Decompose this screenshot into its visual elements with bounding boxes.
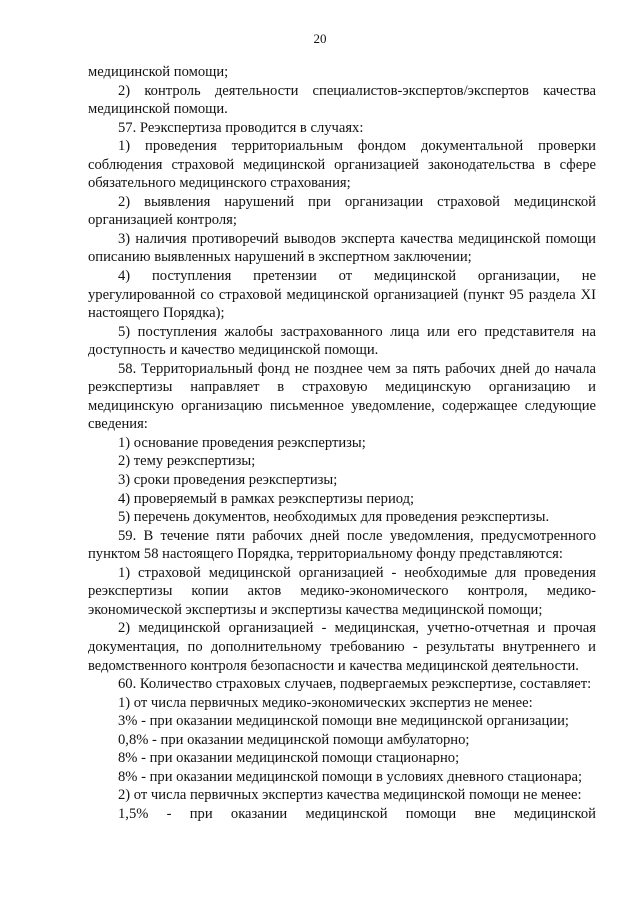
paragraph: 2) тему реэкспертизы; [118,453,256,470]
paragraph: 3) сроки проведения реэкспертизы; [118,472,338,489]
paragraph: 1) от числа первичных медико-экономических экспертиз не менее: [118,694,533,711]
paragraph: 1,5% - при оказании медицинской помощи вне медицинской [118,805,596,822]
paragraph: 4) поступления претензии от медицинской организации, не урегулированной со страховой медицинской организацией (пункт 95 раздела XI настоящего Порядка); [88,268,596,322]
paragraph: 5) перечень документов, необходимых для проведения реэкспертизы. [118,509,550,526]
paragraph: 57. Реэкспертиза проводится в случаях: [118,119,364,136]
paragraph: 8% - при оказании медицинской помощи стационарно; [118,750,460,767]
paragraph: 1) основание проведения реэкспертизы; [118,434,366,451]
paragraph: 5) поступления жалобы застрахованного лица или его представителя на доступность и качество медицинской помощи. [88,323,596,359]
paragraph: медицинской помощи; [88,64,229,80]
document-body [88,63,596,823]
paragraph: 0,8% - при оказании медицинской помощи амбулаторно; [118,731,470,748]
paragraph: 3) наличия противоречий выводов эксперта качества медицинской помощи описанию выявленных нарушений в экспертном заключении; [88,230,596,266]
paragraph: 1) страховой медицинской организацией - необходимые для проведения реэкспертизы копии актов медико-экономического контроля, медико-экономической экспертизы и экспертизы качества медицинской помощи; [88,564,596,618]
paragraph: 58. Территориальный фонд не позднее чем за пять рабочих дней до начала реэкспертизы направляет в страховую медицинскую организацию и медицинскую организацию письменное уведомление, содержащее следующие сведения: [88,360,596,433]
paragraph: 60. Количество страховых случаев, подвергаемых реэкспертизе, составляет: [118,676,592,693]
page-number: 20 [313,31,327,46]
paragraph: 4) проверяемый в рамках реэкспертизы период; [118,490,415,507]
paragraph: 2) выявления нарушений при организации страховой медицинской организацией контроля; [88,193,596,229]
paragraph: 59. В течение пяти рабочих дней после уведомления, предусмотренного пунктом 58 настоящего Порядка, территориальному фонду представляются: [88,527,596,563]
paragraph: 8% - при оказании медицинской помощи в условиях дневного стационара; [118,768,583,785]
paragraph: 2) контроль деятельности специалистов-экспертов/экспертов качества медицинской помощи. [88,82,596,118]
paragraph: 1) проведения территориальным фондом документальной проверки соблюдения страховой медицинской организацией законодательства в сфере обязательного медицинского страхования; [88,138,596,192]
paragraph: 2) от числа первичных экспертиз качества медицинской помощи не менее: [118,787,582,804]
paragraph: 2) медицинской организацией - медицинская, учетно-отчетная и прочая документация, по дополнительному требованию - результаты внутреннего и ведомственного контроля безопасности и качества медицинской деятельности. [88,620,596,674]
paragraph: 3% - при оказании медицинской помощи вне медицинской организации; [118,713,569,730]
